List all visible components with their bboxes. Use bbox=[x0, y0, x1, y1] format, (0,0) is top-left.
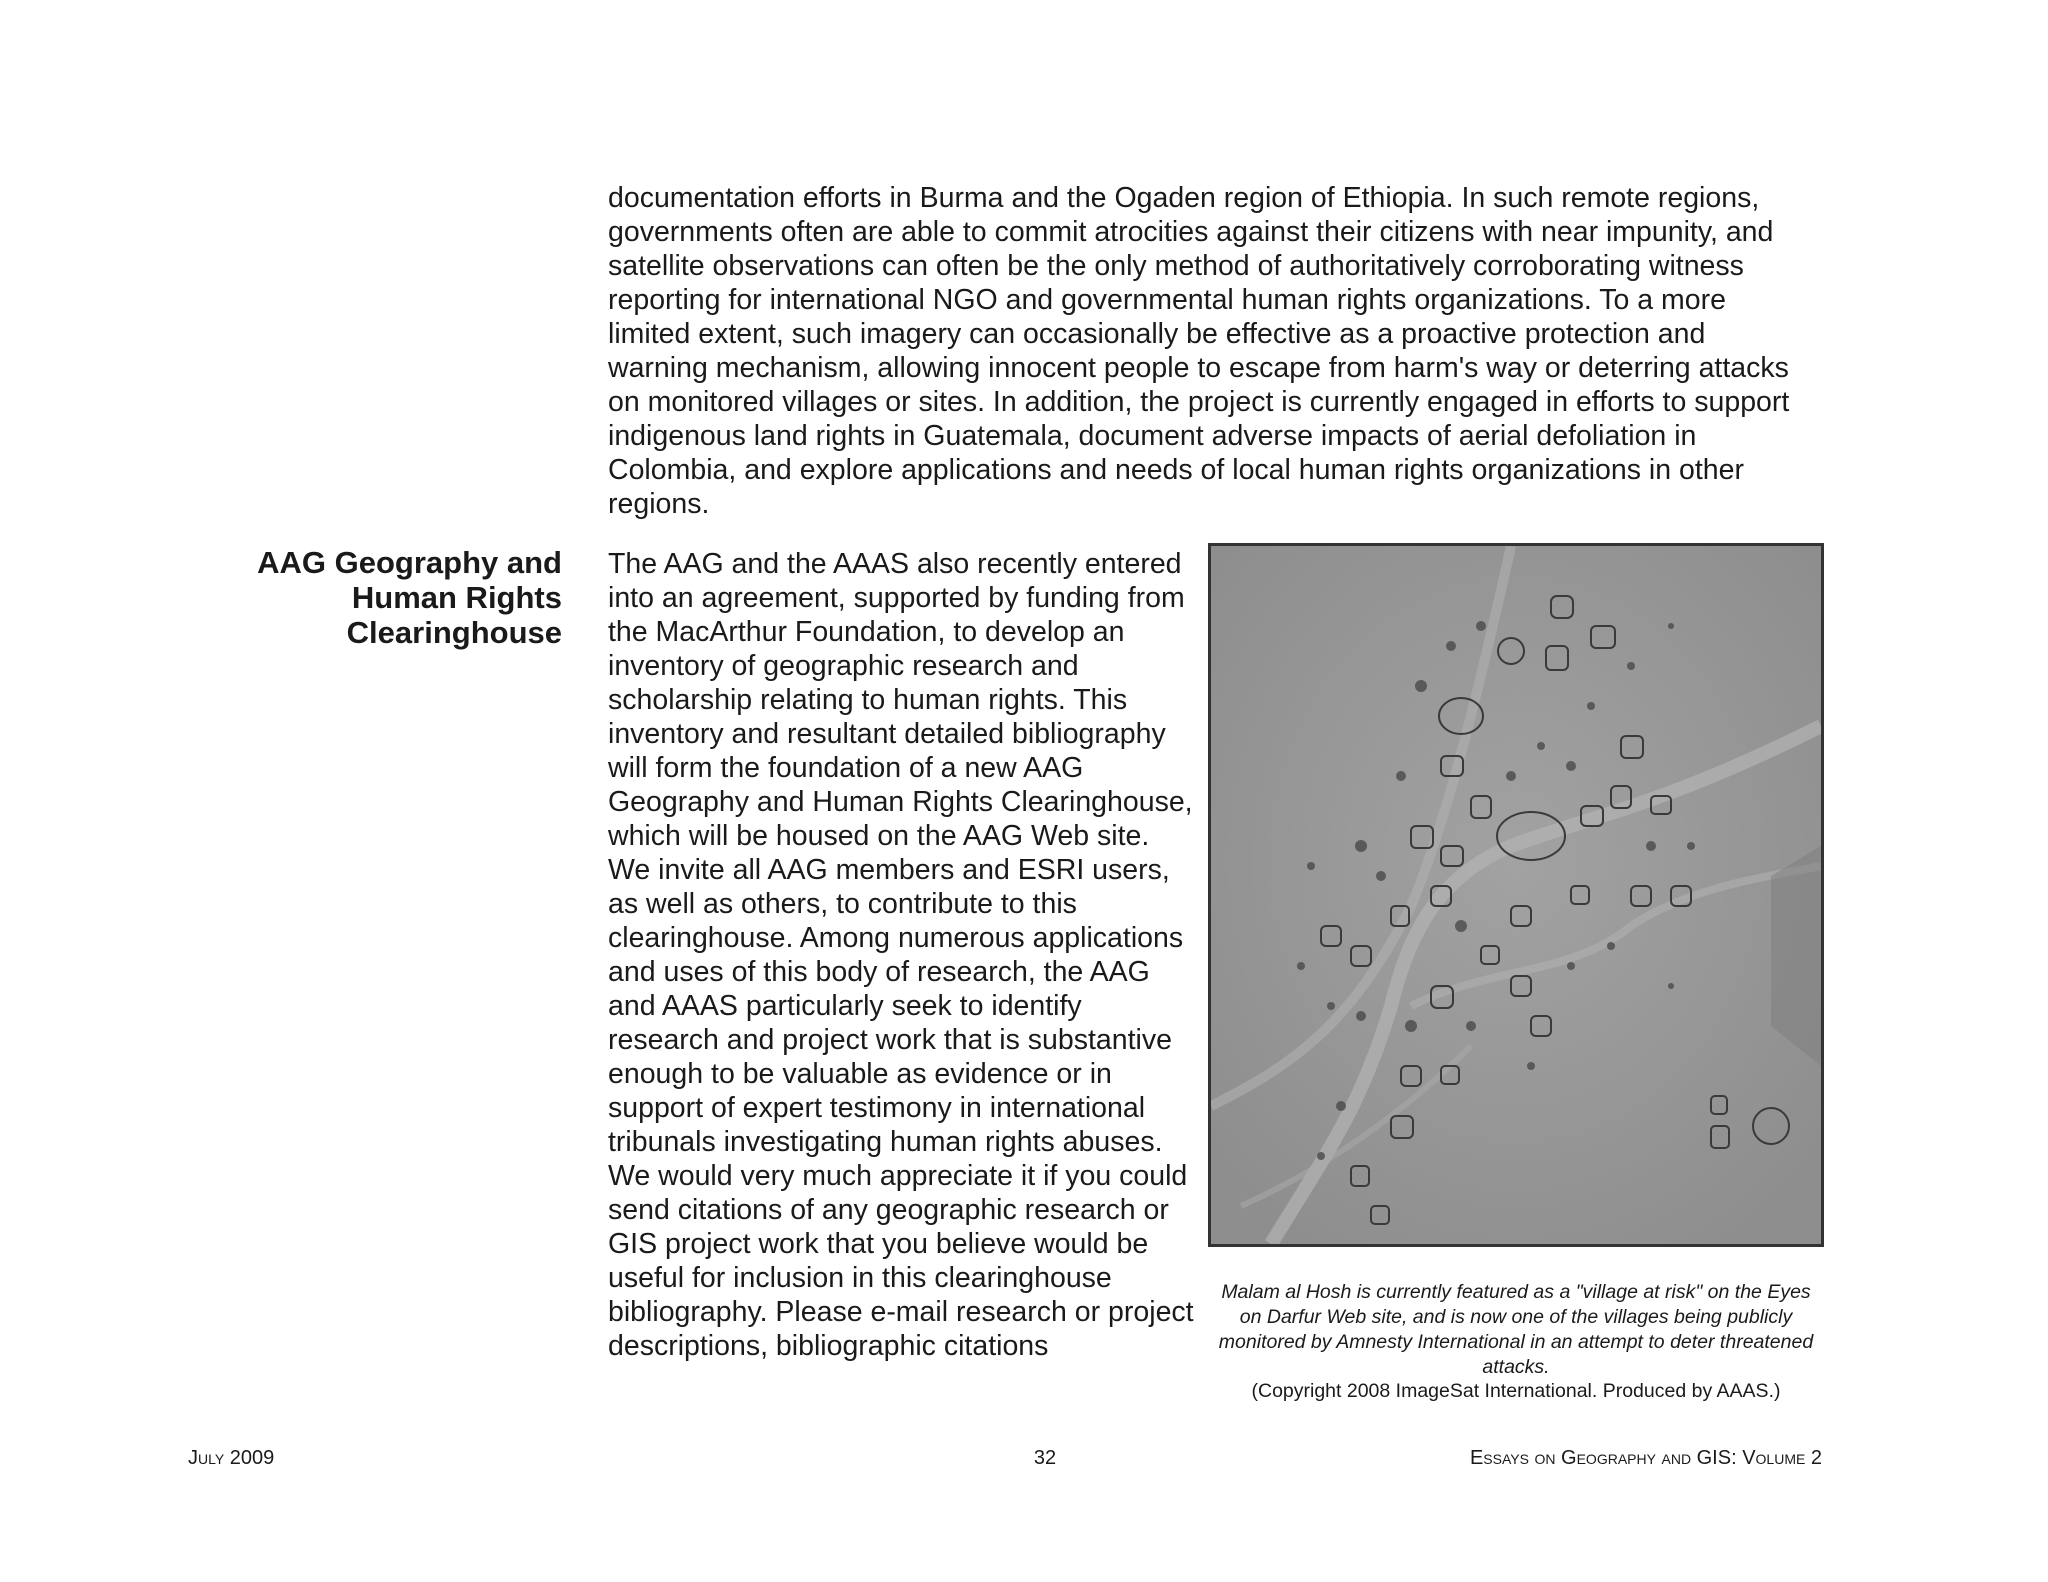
footer-publication: Essays on Geography and GIS: Volume 2 bbox=[1469, 1447, 1822, 1469]
figure-credit: (Copyright 2008 ImageSat International. Produced by AAAS.) bbox=[1251, 1380, 1781, 1402]
page-number: 32 bbox=[1033, 1447, 1057, 1469]
section-body: The AAG and the AAAS also recently entered into an agreement, supported by funding from the MacArthur Foundation, to develop an inventory of geographic research and scholarship relating to human rights. This inventory and resultant detailed bibliography will form the foundation of a new AAG Geography and Human Rights Clearinghouse, which will be housed on the AAG Web site. We invite all AAG members and ESRI users, as well as others, to contribute to this clearinghouse. Among numerous applications and uses of this body of research, the AAG and AAAS particularly seek to identify research and project work that is substantive enough to be valuable as evidence or in support of expert testimony in international tribunals investigating human rights abuses. We would very much appreciate it if you could send citations of any geographic research or GIS project work that you believe would be useful for inclusion in this clearinghouse bibliography. Please e-mail research or project descriptions, bibliographic citations bbox=[608, 548, 1194, 1362]
intro-paragraph: documentation efforts in Burma and the Ogaden region of Ethiopia. In such remote regions, governments often are able to commit atrocities against their citizens with near impunity, and satellite observations can often be the only method of authoritatively corroborating witness reporting for international NGO and governmental human rights organizations. To a more limited extent, such imagery can occasionally be effective as a proactive protection and warning mechanism, allowing innocent people to escape from harm's way or deterring attacks on monitored villages or sites. In addition, the project is currently engaged in efforts to support indigenous land rights in Guatemala, document adverse impacts of aerial defoliation in Colombia, and explore applications and needs of local human rights organizations in other regions. bbox=[608, 182, 1790, 520]
section-heading: AAG Geography and Human Rights Clearinghouse bbox=[257, 545, 562, 650]
figure-caption: Malam al Hosh is currently featured as a "village at risk" on the Eyes on Darfur Web site, and is now one of the villages being publicly monitored by Amnesty International in an attempt to deter threatened attacks. bbox=[1218, 1281, 1814, 1378]
footer-date: July 2009 bbox=[188, 1447, 275, 1469]
village-satellite-illustration bbox=[1211, 546, 1821, 1244]
satellite-image bbox=[1208, 543, 1824, 1247]
